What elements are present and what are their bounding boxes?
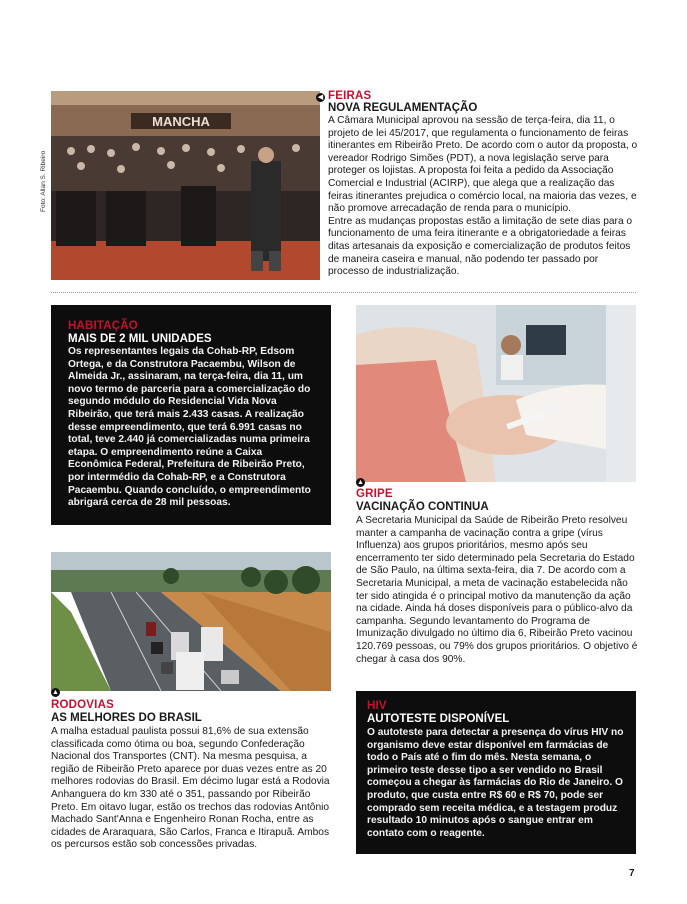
headline-feiras: NOVA REGULAMENTAÇÃO [328, 102, 478, 114]
arrow-left-icon: ◀ [317, 94, 324, 101]
paragraph: A Câmara Municipal aprovou na sessão de terça-feira, dia 11, o projeto de lei 45/2017, que regulamenta o funcionamento de feiras itinerantes em Ribeirão Preto. De acordo com o autor da proposta, o vereador Rodrigo Simões (PDT), a nova legislação serve para proteger os lojistas. A proposta foi feita a pedido da Associação Comercial e Industrial (ACIRP), que alega que a realização das feiras itinerantes prejudica o comércio local, na maioria das vezes, e não promove arrecadação de renda para o município. [328, 115, 638, 215]
paragraph: Entre as mudanças propostas estão a limitação de sete dias para o funcionamento de uma feira itinerante e a obrigatoriedade a feiras ditas artesanais da exposição e comercialização de produtos feitos de maneira caseira e manual, não podendo ter passado por processo de industrialização. [328, 215, 633, 278]
photo-credit: Foto: Allan S. Ribeiro [40, 150, 47, 212]
section-label-rodovias: RODOVIAS [51, 699, 114, 711]
headline-rodovias: AS MELHORES DO BRASIL [51, 712, 202, 724]
section-divider [51, 292, 636, 293]
arrow-up-icon: ▲ [357, 479, 364, 486]
headline-habitacao: MAIS DE 2 MIL UNIDADES [68, 333, 212, 345]
news-box-habitacao [51, 305, 331, 525]
headline-hiv: AUTOTESTE DISPONÍVEL [367, 713, 510, 725]
page-number: 7 [629, 868, 635, 879]
highway-photo [51, 552, 331, 691]
vaccination-photo [356, 305, 636, 482]
section-label-hiv: HIV [367, 700, 387, 712]
news-box-hiv [356, 691, 636, 854]
article-body-feiras [328, 115, 638, 279]
council-chamber-photo [51, 91, 320, 280]
article-body-hiv: O autoteste para detectar a presença do vírus HIV no organismo deve estar disponível em farmácias de todo o País até o fim do mês. Nesta semana, o primeiro teste desse tipo a ser vendido no Brasil começou a chegar às farmácias do Rio de Janeiro. O produto, que custa entre R$ 60 e R$ 70, pode ser comprado sem receita médica, e a testagem produz resultado 10 minutos após o sangue entrar em contato com o reagente. [367, 727, 624, 839]
banner-text: MANCHA [152, 114, 210, 129]
headline-gripe: VACINAÇÃO CONTINUA [356, 501, 489, 513]
article-body-habitacao: Os representantes legais da Cohab-RP, Edsom Ortega, e da Construtora Pacaembu, Wilson de Almeida Jr., assinaram, na terça-feira, dia 11, um novo termo de parceria para a comercialização do segundo módulo do Residencial Vida Nova Ribeirão, que terá mais 2.433 casas. A realização desse empreendimento, que terá 6.991 casas no total, teve 2.440 já comercializadas numa primeira etapa. O empreendimento reúne a Caixa Econômica Federal, Prefeitura de Ribeirão Preto, por intermédio da Cohab-RP, e a Construtora Pacaembu. Quando concluído, o empreendimento abrigará cerca de 28 mil pessoas. [68, 346, 311, 509]
section-label-feiras: FEIRAS [328, 90, 372, 102]
article-body-rodovias: A malha estadual paulista possui 81,6% de sua extensão classificada como ótima ou boa, segundo Confederação Nacional dos Transportes (CNT). Na mesma pesquisa, a região de Ribeirão Preto aparece por duas vezes entre as 20 melhores rodovias do Brasil. Em décimo lugar está a Rodovia Anhanguera do km 330 até o 351, passando por Ribeirão Preto. Em oitavo lugar, estão os trechos das rodovias Antônio Machado Sant'Anna e Engenheiro Ronan Rocha, entre as cidades de Araraquara, São Carlos, Franca e Itirapuã. Ambos os percursos estão sob concessões privadas. [51, 726, 330, 851]
article-body-gripe: A Secretaria Municipal da Saúde de Ribeirão Preto resolveu manter a campanha de vacinação contra a gripe (vírus Influenza) aos grupos prioritários, mesmo após seu encerramento ter sido determinado pela Secretaria do Estado de São Paulo, na última sexta-feira, dia 7. De acordo com a Secretaria Municipal, a meta de vacinação estabelecida não ter sido atingida é o principal motivo da manutenção da ação na cidade. Ainda há doses disponíveis para o público-alvo da campanha. Segundo levantamento do Programa de Imunização divulgado no último dia 6, Ribeirão Preto vacinou 120.769 pessoas, ou 79% dos grupos prioritários. O objetivo é chegar à casa dos 90%. [356, 515, 638, 665]
section-label-gripe: GRIPE [356, 488, 393, 500]
section-label-habitacao: HABITAÇÃO [68, 320, 138, 332]
arrow-up-icon: ▲ [52, 689, 59, 696]
